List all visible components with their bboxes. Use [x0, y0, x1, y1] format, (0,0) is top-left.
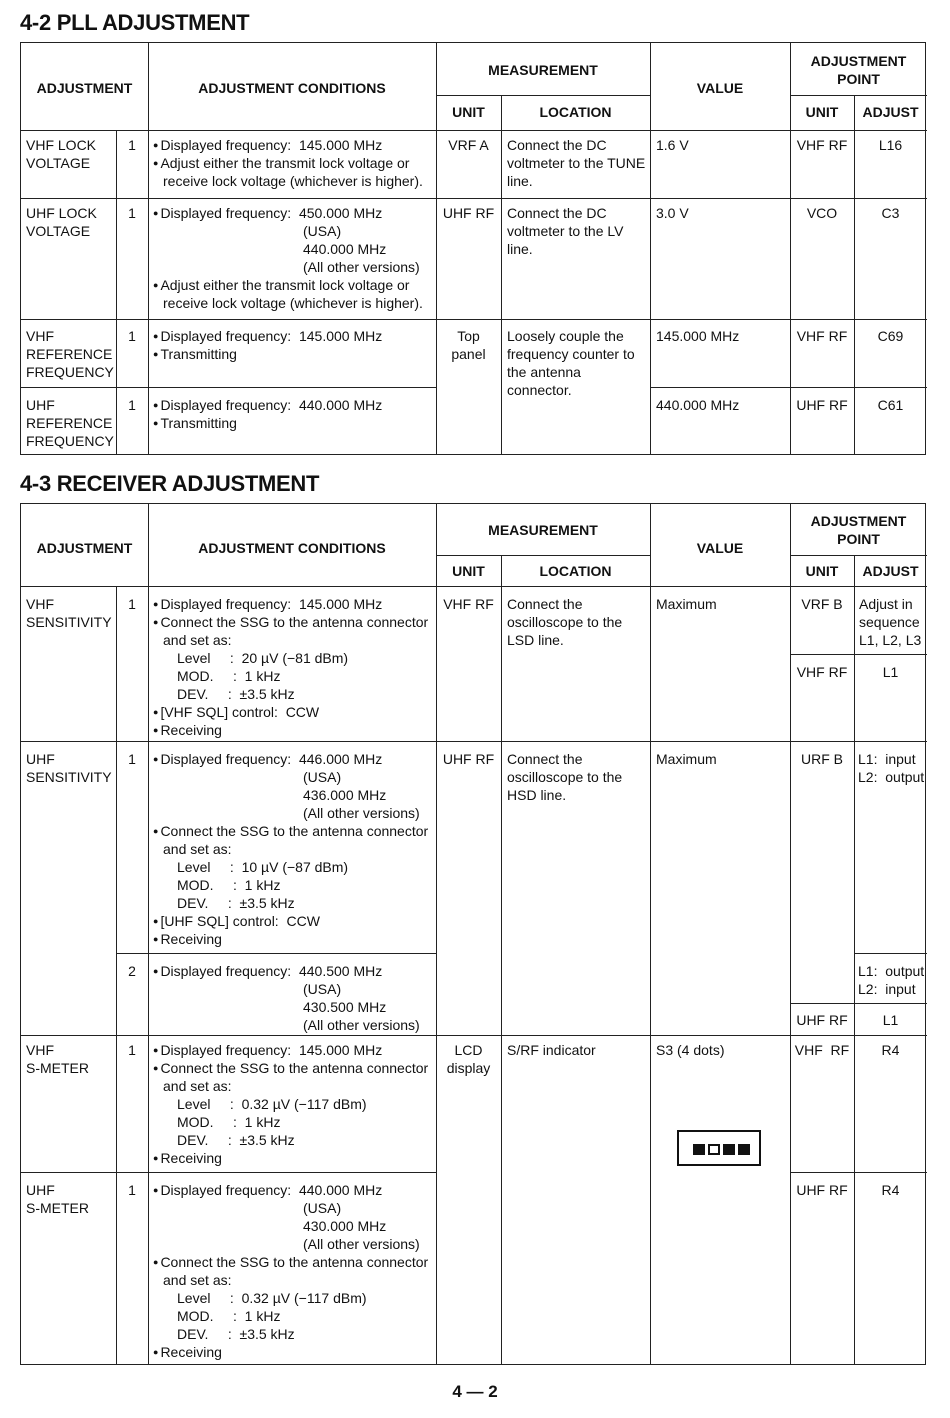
pll-row-point-adjust: C3 — [881, 205, 900, 221]
rx-row-point-adjust: R4 — [881, 1042, 900, 1058]
pll-row-step: 1 — [128, 397, 136, 413]
rx-header-conditions: ADJUSTMENT CONDITIONS — [198, 540, 386, 556]
pll-row-meas-unit: VRF A — [448, 137, 489, 153]
rx-condition-line: (USA) — [303, 981, 342, 997]
pll-condition-line: ● Displayed frequency: 450.000 MHz — [153, 204, 382, 224]
pll-row-meas-unit: UHF RF — [442, 205, 495, 221]
s-meter-segment — [723, 1144, 735, 1155]
pll-condition-line: receive lock voltage (whichever is higher). — [163, 295, 423, 311]
rx-condition-line: ● Connect the SSG to the antenna connector — [153, 1059, 428, 1079]
rx-row-point-unit: VHF RF — [794, 1042, 850, 1058]
rx-condition-line: ● Displayed frequency: 446.000 MHz — [153, 750, 382, 770]
rx-condition-line: and set as: — [163, 1272, 232, 1288]
rx-condition-line: ● [UHF SQL] control: CCW — [153, 912, 320, 932]
rx-header-measurement: MEASUREMENT — [488, 522, 598, 538]
pll-condition-line: ● Transmitting — [153, 414, 237, 434]
rx-row-step: 1 — [128, 1042, 136, 1058]
rx-row-point-unit: VHF RF — [796, 664, 848, 680]
rx-condition-line: and set as: — [163, 841, 232, 857]
rx-header-subdivider — [436, 555, 650, 556]
rx-row-point-adjust: R4 — [881, 1182, 900, 1198]
rx-row-value: Maximum — [656, 751, 717, 767]
rx-row-value: S3 (4 dots) — [656, 1042, 725, 1058]
rx-header-point-adjust: ADJUST — [862, 563, 919, 579]
pll-row-divider — [21, 319, 927, 320]
rx-step-row-divider — [116, 953, 436, 954]
rx-condition-line: ● Displayed frequency: 440.500 MHz — [153, 962, 382, 982]
pll-row-divider — [21, 387, 436, 388]
rx-condition-line: (USA) — [303, 769, 342, 785]
rx-row-point-unit: VRF B — [801, 596, 843, 612]
rx-header-location: LOCATION — [539, 563, 612, 579]
rx-row-point-adjust: L1 — [882, 664, 899, 680]
page-number: 4 — 2 — [452, 1382, 498, 1401]
pll-header-unit: UNIT — [452, 104, 485, 120]
rx-col-divider — [436, 504, 437, 1364]
rx-header-bottom — [21, 586, 927, 587]
rx-col-divider — [790, 504, 791, 1364]
rx-row-point-unit: UHF RF — [796, 1182, 848, 1198]
pll-table — [20, 42, 926, 455]
pll-section-title: 4-2 PLL ADJUSTMENT — [20, 10, 250, 35]
rx-header-subdivider — [790, 555, 927, 556]
pll-row-point-unit: VHF RF — [796, 137, 848, 153]
rx-condition-line: MOD. : 1 kHz — [177, 877, 281, 893]
rx-condition-line: 430.000 MHz — [303, 1218, 387, 1234]
pll-row-point-unit: VHF RF — [796, 328, 848, 344]
pll-row-value: 440.000 MHz — [656, 397, 740, 413]
pll-row-location: Loosely couple the frequency counter to the antenna connector. — [507, 328, 635, 398]
s-meter-segment — [738, 1144, 750, 1155]
pll-condition-line: ● Adjust either the transmit lock voltage or — [153, 276, 409, 296]
rx-header-point-unit: UNIT — [805, 563, 839, 579]
rx-condition-line: DEV. : ±3.5 kHz — [177, 895, 295, 911]
rx-condition-line: Level : 20 µV (−81 dBm) — [177, 650, 349, 666]
rx-condition-line: MOD. : 1 kHz — [177, 668, 281, 684]
rx-row-divider — [21, 1172, 436, 1173]
pll-header-measurement: MEASUREMENT — [488, 62, 598, 78]
rx-condition-line: (All other versions) — [303, 1017, 420, 1033]
pll-row-step: 1 — [128, 205, 136, 221]
pll-col-divider — [148, 43, 149, 454]
pll-row-point-adjust: C69 — [877, 328, 904, 344]
rx-row-adjustment: UHF S-METER — [26, 1182, 89, 1216]
rx-condition-line: ● Receiving — [153, 721, 222, 741]
rx-row-location: S/RF indicator — [507, 1042, 596, 1058]
pll-condition-line: 440.000 MHz — [303, 241, 387, 257]
pll-row-value: 1.6 V — [656, 137, 689, 153]
rx-condition-line: ● [VHF SQL] control: CCW — [153, 703, 319, 723]
rx-row-adjustment: VHF S-METER — [26, 1042, 89, 1076]
rx-condition-line: ● Receiving — [153, 1343, 222, 1363]
pll-row-adjustment: VHF REFERENCE FREQUENCY — [26, 328, 114, 380]
rx-condition-line: ● Connect the SSG to the antenna connector — [153, 1253, 428, 1273]
rx-row-point-unit: URF B — [801, 751, 843, 767]
rx-row-divider — [790, 1172, 927, 1173]
pll-condition-line: ● Adjust either the transmit lock voltage or — [153, 154, 409, 174]
rx-condition-line: ● Receiving — [153, 1149, 222, 1169]
rx-condition-line: ● Connect the SSG to the antenna connector — [153, 613, 428, 633]
pll-row-adjustment: UHF LOCK VOLTAGE — [26, 205, 97, 239]
pll-header-value: VALUE — [696, 80, 744, 96]
rx-condition-line: ● Displayed frequency: 145.000 MHz — [153, 1041, 382, 1061]
rx-point-subdivider — [854, 953, 927, 954]
rx-col-divider — [148, 504, 149, 1364]
rx-row-point-adjust: L1 — [882, 1012, 899, 1028]
pll-row-point-unit: UHF RF — [796, 397, 848, 413]
rx-condition-line: Level : 0.32 µV (−117 dBm) — [177, 1096, 367, 1112]
pll-header-point-adjust: ADJUST — [862, 104, 919, 120]
rx-row-point-unit: UHF RF — [796, 1012, 848, 1028]
rx-row-step: 2 — [128, 963, 136, 979]
rx-condition-line: Level : 0.32 µV (−117 dBm) — [177, 1290, 367, 1306]
rx-row-meas-unit: VHF RF — [443, 596, 494, 612]
rx-condition-line: DEV. : ±3.5 kHz — [177, 686, 295, 702]
s-meter-segment — [693, 1144, 705, 1155]
rx-condition-line: ● Connect the SSG to the antenna connector — [153, 822, 428, 842]
pll-row-divider — [650, 387, 927, 388]
rx-row-adjustment: VHF SENSITIVITY — [26, 596, 112, 630]
rx-row-step: 1 — [128, 1182, 136, 1198]
s-meter-segment — [708, 1144, 720, 1155]
pll-condition-line: ● Displayed frequency: 440.000 MHz — [153, 396, 382, 416]
pll-header-location: LOCATION — [539, 104, 612, 120]
rx-col-divider — [650, 504, 651, 1364]
pll-header-point: ADJUSTMENT POINT — [810, 53, 907, 87]
rx-point-subdivider — [790, 654, 927, 655]
rx-header-unit: UNIT — [452, 563, 485, 579]
rx-row-meas-unit: UHF RF — [442, 751, 495, 767]
pll-row-point-adjust: L16 — [878, 137, 903, 153]
pll-condition-line: ● Transmitting — [153, 345, 237, 365]
rx-row-point-adjust: Adjust in sequence L1, L2, L3 — [859, 596, 922, 648]
rx-header-point: ADJUSTMENT POINT — [810, 513, 907, 547]
rx-row-meas-unit: LCD display — [446, 1042, 491, 1076]
rx-condition-line: and set as: — [163, 1078, 232, 1094]
rx-col-divider — [501, 555, 502, 1364]
pll-header-subdivider — [790, 95, 927, 96]
rx-row-location: Connect the oscilloscope to the LSD line. — [507, 596, 623, 648]
rx-row-point-adjust: L1: input L2: output — [858, 751, 925, 785]
rx-condition-line: Level : 10 µV (−87 dBm) — [177, 859, 349, 875]
rx-row-step: 1 — [128, 751, 136, 767]
rx-condition-line: MOD. : 1 kHz — [177, 1114, 281, 1130]
pll-row-value: 3.0 V — [656, 205, 689, 221]
rx-row-point-adjust: L1: output L2: input — [858, 963, 925, 997]
rx-row-value: Maximum — [656, 596, 717, 612]
pll-header-point-unit: UNIT — [805, 104, 839, 120]
pll-condition-line: receive lock voltage (whichever is higher). — [163, 173, 423, 189]
rx-condition-line: 436.000 MHz — [303, 787, 387, 803]
rx-table — [20, 503, 926, 1365]
pll-row-point-unit: VCO — [806, 205, 838, 221]
pll-row-step: 1 — [128, 137, 136, 153]
rx-condition-line: (USA) — [303, 1200, 342, 1216]
rx-condition-line: ● Displayed frequency: 145.000 MHz — [153, 595, 382, 615]
pll-row-meas-unit: Top panel — [451, 328, 486, 362]
pll-col-divider — [650, 43, 651, 454]
rx-section-title: 4-3 RECEIVER ADJUSTMENT — [20, 471, 320, 496]
rx-row-divider — [21, 1035, 927, 1036]
rx-condition-line: ● Receiving — [153, 930, 222, 950]
pll-condition-line: (USA) — [303, 223, 342, 239]
pll-header-subdivider — [436, 95, 650, 96]
rx-point-subdivider — [790, 1003, 927, 1004]
rx-header-value: VALUE — [696, 540, 744, 556]
rx-condition-line: ● Displayed frequency: 440.000 MHz — [153, 1181, 382, 1201]
rx-condition-line: 430.500 MHz — [303, 999, 387, 1015]
pll-col-divider — [501, 95, 502, 454]
s-meter-indicator-icon — [677, 1130, 761, 1166]
pll-row-location: Connect the DC voltmeter to the LV line. — [507, 205, 624, 257]
pll-row-divider — [21, 198, 927, 199]
rx-condition-line: DEV. : ±3.5 kHz — [177, 1326, 295, 1342]
pll-row-adjustment: VHF LOCK VOLTAGE — [26, 137, 97, 171]
rx-condition-line: and set as: — [163, 632, 232, 648]
pll-condition-line: ● Displayed frequency: 145.000 MHz — [153, 136, 382, 156]
pll-header-bottom — [21, 130, 927, 131]
rx-condition-line: DEV. : ±3.5 kHz — [177, 1132, 295, 1148]
rx-row-step: 1 — [128, 596, 136, 612]
pll-row-point-adjust: C61 — [877, 397, 904, 413]
pll-header-adjustment: ADJUSTMENT — [36, 80, 133, 96]
rx-row-divider — [21, 741, 927, 742]
pll-row-step: 1 — [128, 328, 136, 344]
rx-condition-line: (All other versions) — [303, 1236, 420, 1252]
rx-row-adjustment: UHF SENSITIVITY — [26, 751, 112, 785]
pll-row-location: Connect the DC voltmeter to the TUNE line. — [507, 137, 646, 189]
pll-row-adjustment: UHF REFERENCE FREQUENCY — [26, 397, 114, 449]
pll-row-value: 145.000 MHz — [656, 328, 740, 344]
rx-header-adjustment: ADJUSTMENT — [36, 540, 133, 556]
pll-header-conditions: ADJUSTMENT CONDITIONS — [198, 80, 386, 96]
rx-condition-line: MOD. : 1 kHz — [177, 1308, 281, 1324]
rx-condition-line: (All other versions) — [303, 805, 420, 821]
pll-condition-line: ● Displayed frequency: 145.000 MHz — [153, 327, 382, 347]
rx-row-location: Connect the oscilloscope to the HSD line. — [507, 751, 623, 803]
pll-condition-line: (All other versions) — [303, 259, 420, 275]
